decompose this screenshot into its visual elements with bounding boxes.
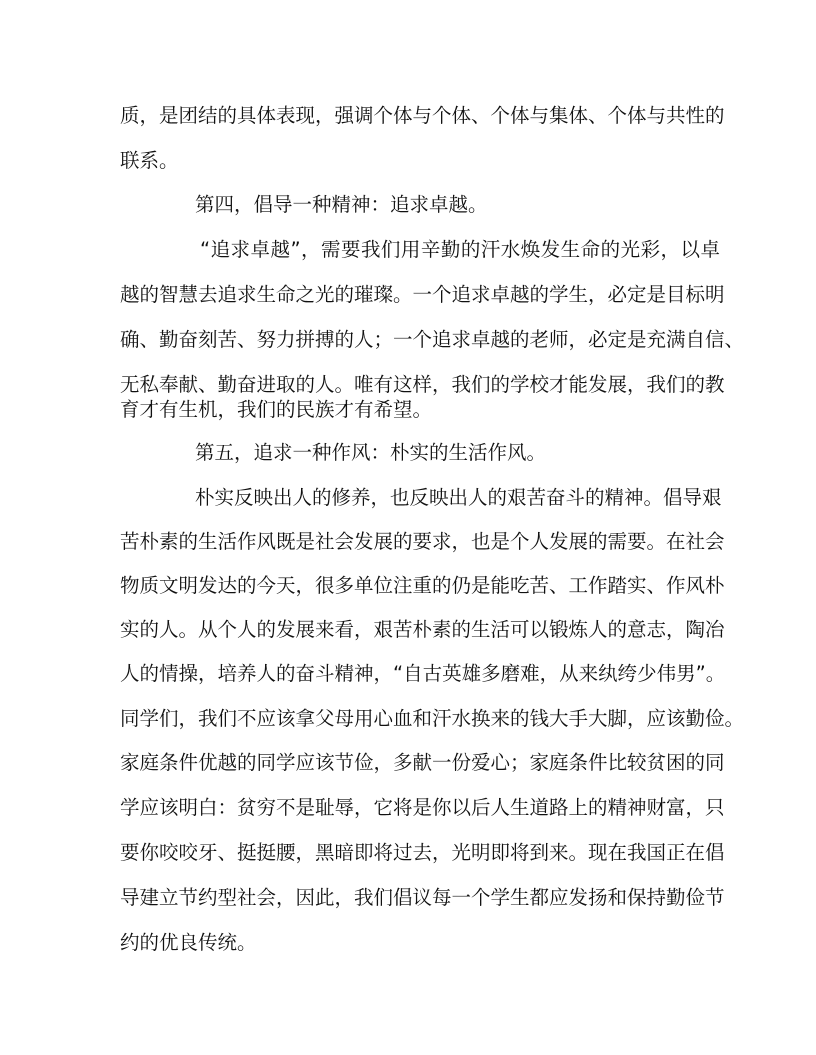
text-line: 育才有生机，我们的民族才有希望。 [120, 398, 433, 421]
text-line: 联系。 [120, 149, 179, 172]
text-line: 质，是团结的具体表现，强调个体与个体、个体与集体、个体与共性的 [120, 104, 725, 127]
text-line: 学应该明白：贫穷不是耻辱，它将是你以后人生道路上的精神财富，只 [120, 796, 725, 819]
text-line: 越的智慧去追求生命之光的璀璨。一个追求卓越的学生，必定是目标明 [120, 283, 725, 306]
text-line: 确、勤奋刻苦、努力拼搏的人；一个追求卓越的老师，必定是充满自信、 [120, 328, 745, 351]
text-line: 导建立节约型社会，因此，我们倡议每一个学生都应发扬和保持勤俭节 [120, 886, 725, 909]
text-line: 苦朴素的生活作风既是社会发展的要求，也是个人发展的需要。在社会 [120, 530, 725, 553]
text-line: 同学们，我们不应该拿父母用心血和汗水换来的钱大手大脚，应该勤俭。 [120, 707, 745, 730]
text-line: 要你咬咬牙、挺挺腰，黑暗即将过去，光明即将到来。现在我国正在倡 [120, 841, 725, 864]
text-line: 无私奉献、勤奋进取的人。唯有这样，我们的学校才能发展，我们的教 [120, 373, 725, 396]
text-line: 朴实反映出人的修养，也反映出人的艰苦奋斗的精神。倡导艰 [195, 486, 722, 509]
section-heading: 第五，追求一种作风：朴实的生活作风。 [195, 441, 547, 464]
text-line: 约的优良传统。 [120, 931, 257, 954]
text-line: 家庭条件优越的同学应该节俭，多献一份爱心；家庭条件比较贫困的同 [120, 751, 725, 774]
text-line: 物质文明发达的今天，很多单位注重的仍是能吃苦、工作踏实、作风朴 [120, 574, 725, 597]
text-line: “追求卓越”，需要我们用辛勤的汗水焕发生命的光彩，以卓 [200, 238, 720, 261]
section-heading: 第四，倡导一种精神：追求卓越。 [195, 193, 488, 216]
text-line: 人的情操，培养人的奋斗精神，“自古英雄多磨难，从来纨绔少伟男”。 [120, 662, 726, 685]
text-line: 实的人。从个人的发展来看，艰苦朴素的生活可以锻炼人的意志，陶冶 [120, 618, 725, 641]
